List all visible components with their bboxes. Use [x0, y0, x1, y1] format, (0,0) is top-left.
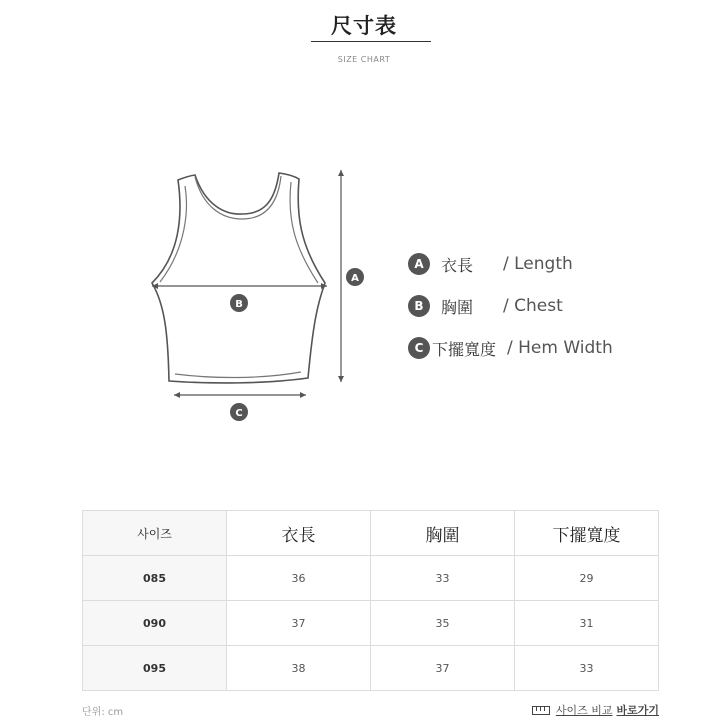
table-row-size: 090 [83, 601, 227, 646]
size-table [82, 510, 659, 691]
table-cell: 29 [515, 556, 659, 601]
table-cell: 38 [227, 646, 371, 691]
marker-b-badge [230, 294, 248, 312]
table-header-chest: 胸圍 [371, 511, 515, 556]
legend-label-ko: 衣長 [441, 255, 474, 275]
legend-label-en: / Length [503, 254, 573, 274]
legend-label-en: / Chest [503, 296, 563, 316]
table-header-hem: 下擺寬度 [515, 511, 659, 556]
marker-b-label: B [235, 299, 243, 310]
tank-top-outline [152, 173, 325, 383]
legend-badge-b: B [408, 295, 430, 317]
marker-c-label: C [235, 408, 243, 419]
legend-row-chest [408, 285, 613, 327]
table-row [83, 646, 659, 691]
table-cell: 36 [227, 556, 371, 601]
page-title: 尺寸表 [331, 14, 397, 38]
size-compare-prefix: 사이즈 비교 [555, 704, 613, 717]
legend-row-length [408, 243, 613, 285]
table-row-size: 085 [83, 556, 227, 601]
measurement-legend [408, 243, 613, 369]
page-subtitle: SIZE CHART [337, 55, 391, 64]
marker-a-label: A [351, 273, 359, 284]
legend-label-en: / Hem Width [507, 338, 613, 358]
table-cell: 31 [515, 601, 659, 646]
legend-label-ko: 下擺寬度 [432, 339, 497, 359]
legend-row-hem [408, 327, 613, 369]
legend-label-ko: 胸圍 [441, 297, 474, 317]
ruler-icon [532, 706, 550, 715]
size-compare-link[interactable] [532, 702, 659, 718]
table-header-row [83, 511, 659, 556]
length-arrow-top [338, 170, 344, 176]
marker-c-badge [230, 403, 248, 421]
table-cell: 35 [371, 601, 515, 646]
table-cell: 37 [371, 646, 515, 691]
table-cell: 33 [371, 556, 515, 601]
table-header-size: 사이즈 [83, 511, 227, 556]
hem-arrow-right [300, 392, 306, 398]
length-arrow-bottom [338, 376, 344, 382]
unit-note: 단위: cm [82, 707, 124, 718]
legend-badge-a: A [408, 253, 430, 275]
size-compare-go: 바로가기 [616, 704, 659, 717]
legend-badge-c: C [408, 337, 430, 359]
table-cell: 37 [227, 601, 371, 646]
table-row-size: 095 [83, 646, 227, 691]
marker-a-badge [346, 268, 364, 286]
table-row [83, 601, 659, 646]
table-row [83, 556, 659, 601]
table-header-length: 衣長 [227, 511, 371, 556]
table-cell: 33 [515, 646, 659, 691]
hem-arrow-left [174, 392, 180, 398]
tank-top-trim [160, 176, 318, 378]
